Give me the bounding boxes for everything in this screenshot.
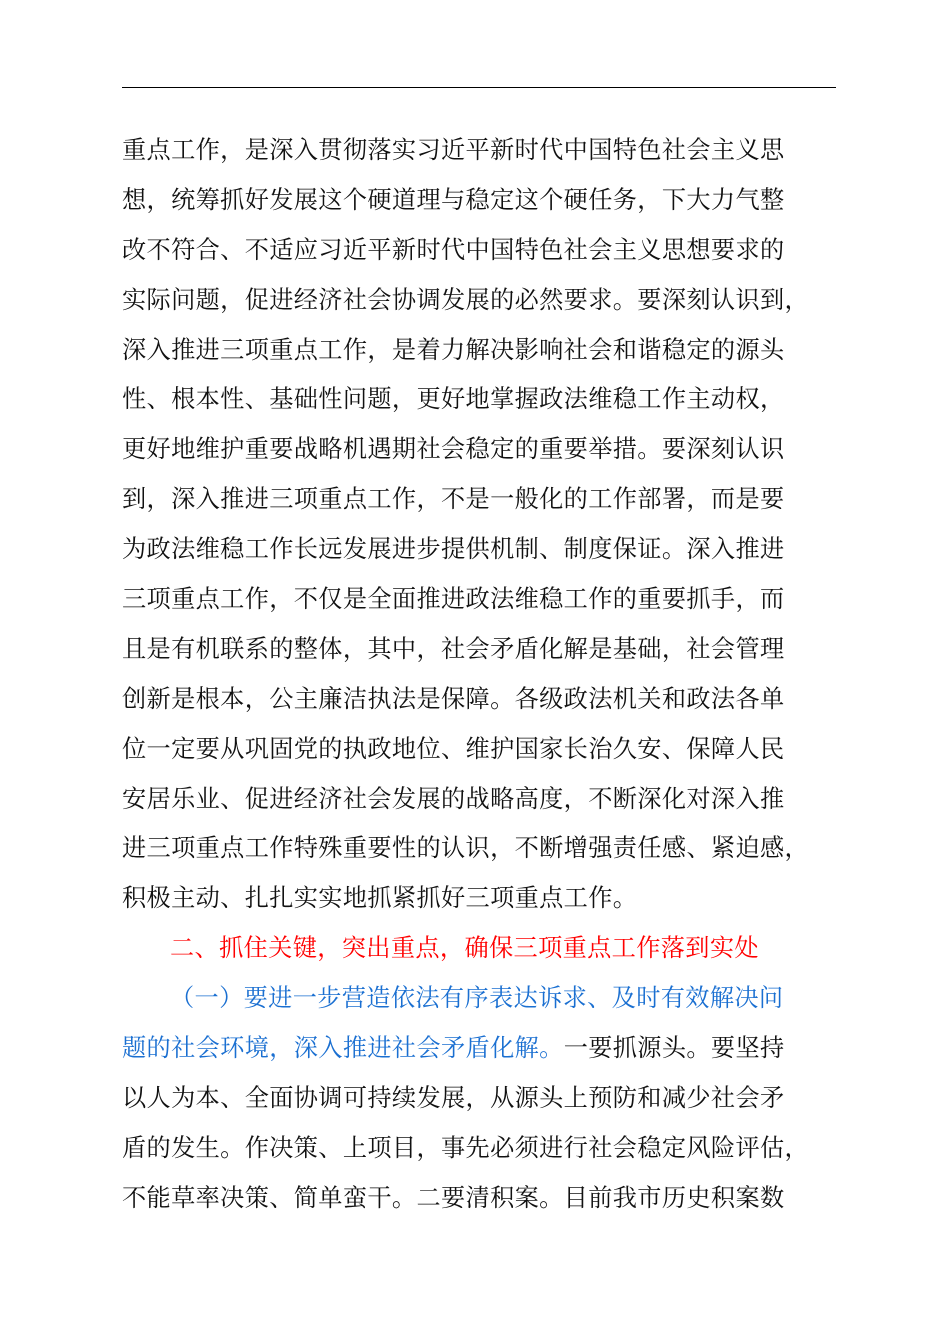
body-line: 以人为本、全面协调可持续发展，从源头上预防和减少社会矛 xyxy=(122,1083,785,1112)
body-line: 实际问题，促进经济社会协调发展的必然要求。要深刻认识到， xyxy=(122,285,810,314)
body-text: 一要抓源头。要坚持 xyxy=(563,1034,785,1063)
document-body xyxy=(122,126,842,1224)
body-line: 改不符合、不适应习近平新时代中国特色社会主义思想要求的 xyxy=(122,235,785,264)
body-line: 创新是根本，公主廉洁执法是保障。各级政法机关和政法各单 xyxy=(122,684,785,713)
body-line: 位一定要从巩固党的执政地位、维护国家长治久安、保障人民 xyxy=(122,734,785,763)
body-line: 不能草率决策、简单蛮干。二要清积案。目前我市历史积案数 xyxy=(122,1183,785,1212)
body-line: 且是有机联系的整体，其中，社会矛盾化解是基础，社会管理 xyxy=(122,634,785,663)
body-line: 进三项重点工作特殊重要性的认识，不断增强责任感、紧迫感， xyxy=(122,834,810,863)
body-line: 更好地维护重要战略机遇期社会稳定的重要举措。要深刻认识 xyxy=(122,435,785,464)
body-line: 积极主动、扎扎实实地抓紧抓好三项重点工作。 xyxy=(122,884,638,913)
section-heading: 二、抓住关键，突出重点，确保三项重点工作落到实处 xyxy=(170,934,759,963)
subsection-heading-continued: 题的社会环境，深入推进社会矛盾化解。 xyxy=(122,1034,564,1063)
body-line: 三项重点工作，不仅是全面推进政法维稳工作的重要抓手，而 xyxy=(122,585,785,614)
body-line: 深入推进三项重点工作，是着力解决影响社会和谐稳定的源头 xyxy=(122,335,785,364)
body-line: 想，统筹抓好发展这个硬道理与稳定这个硬任务，下大力气整 xyxy=(122,185,785,214)
subsection-heading: （一）要进一步营造依法有序表达诉求、及时有效解决问 xyxy=(170,984,784,1013)
body-line: 安居乐业、促进经济社会发展的战略高度，不断深化对深入推 xyxy=(122,784,785,813)
body-line: 性、根本性、基础性问题，更好地掌握政法维稳工作主动权， xyxy=(122,385,785,414)
body-line: 为政法维稳工作长远发展进步提供机制、制度保证。深入推进 xyxy=(122,535,785,564)
body-line: 盾的发生。作决策、上项目，事先必须进行社会稳定风险评估， xyxy=(122,1133,810,1162)
body-line: 重点工作，是深入贯彻落实习近平新时代中国特色社会主义思 xyxy=(122,136,785,164)
body-line: 到，深入推进三项重点工作，不是一般化的工作部署，而是要 xyxy=(122,485,785,514)
header-rule xyxy=(122,87,836,88)
body-line xyxy=(122,1024,842,1074)
